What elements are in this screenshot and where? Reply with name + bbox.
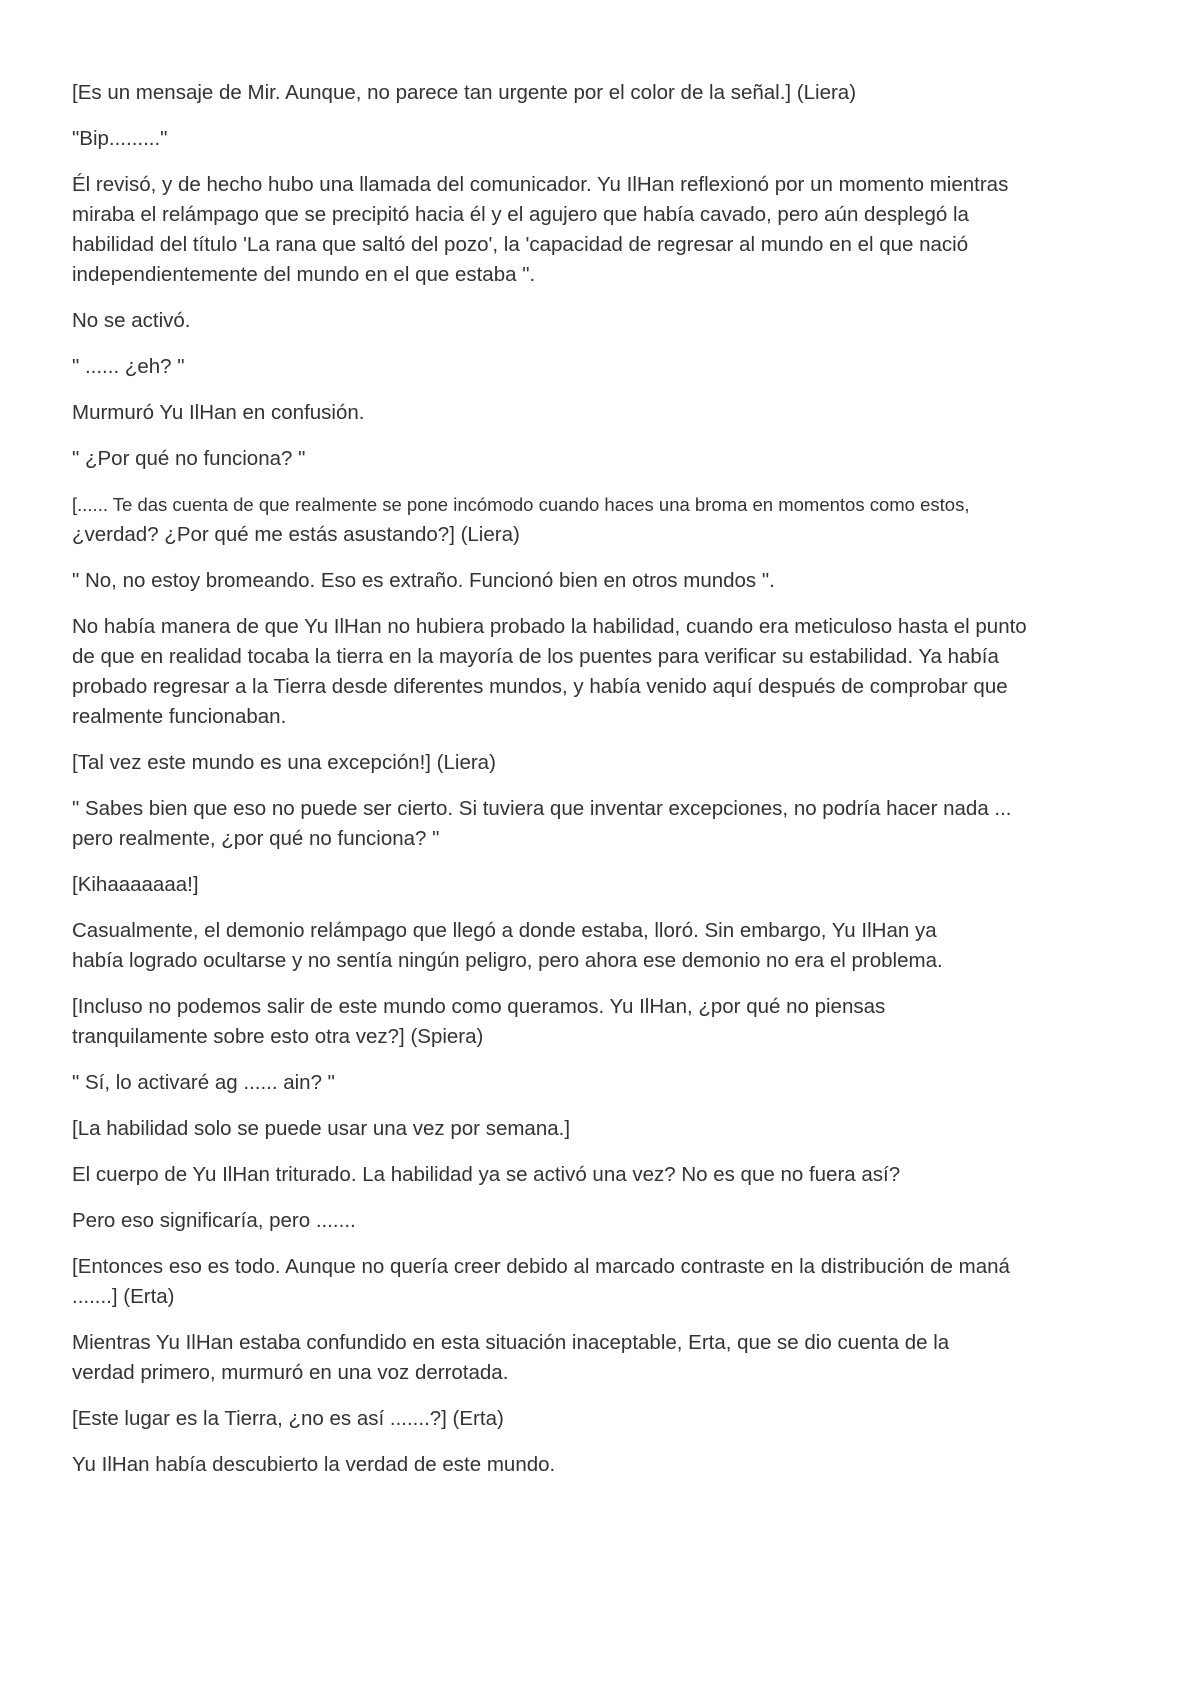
paragraph-line: miraba el relámpago que se precipitó hacia él y el agujero que había cavado, pero aún desplegó la	[72, 203, 969, 226]
paragraph	[72, 1252, 1112, 1312]
paragraph-line: de que en realidad tocaba la tierra en la mayoría de los puentes para verificar su estabilidad. Ya había	[72, 645, 999, 668]
paragraph-line: Murmuró Yu IlHan en confusión.	[72, 401, 365, 424]
paragraph	[72, 870, 1112, 900]
paragraph-line: .......] (Erta)	[72, 1285, 175, 1308]
paragraph-line: ¿verdad? ¿Por qué me estás asustando?] (Liera)	[72, 523, 520, 546]
paragraph-line: realmente funcionaban.	[72, 705, 287, 728]
paragraph	[72, 748, 1112, 778]
paragraph-line: El cuerpo de Yu IlHan triturado. La habilidad ya se activó una vez? No es que no fuera así?	[72, 1163, 901, 1186]
paragraph	[72, 612, 1112, 732]
paragraph	[72, 1450, 1112, 1480]
paragraph-line: habilidad del título 'La rana que saltó del pozo', la 'capacidad de regresar al mundo en el que nació	[72, 233, 969, 256]
paragraph-line: " No, no estoy bromeando. Eso es extraño. Funcionó bien en otros mundos ".	[72, 569, 775, 592]
paragraph	[72, 566, 1112, 596]
paragraph	[72, 916, 1112, 976]
paragraph	[72, 306, 1112, 336]
paragraph-line: "Bip........."	[72, 127, 168, 150]
paragraph-line: pero realmente, ¿por qué no funciona? "	[72, 827, 440, 850]
paragraph-line: Casualmente, el demonio relámpago que llegó a donde estaba, lloró. Sin embargo, Yu IlHan ya	[72, 919, 937, 942]
paragraph-line: había logrado ocultarse y no sentía ningún peligro, pero ahora ese demonio no era el problema.	[72, 949, 943, 972]
paragraph-line: probado regresar a la Tierra desde diferentes mundos, y había venido aquí después de comprobar que	[72, 675, 1008, 698]
paragraph-line: [Este lugar es la Tierra, ¿no es así .......?] (Erta)	[72, 1407, 504, 1430]
paragraph-line: " Sí, lo activaré ag ...... ain? "	[72, 1071, 335, 1094]
paragraph	[72, 78, 1112, 108]
paragraph-line: independientemente del mundo en el que estaba ".	[72, 263, 536, 286]
paragraph-line: Yu IlHan había descubierto la verdad de este mundo.	[72, 1453, 556, 1476]
paragraph-line: No se activó.	[72, 309, 191, 332]
paragraph	[72, 1068, 1112, 1098]
paragraph-line: " ...... ¿eh? "	[72, 355, 185, 378]
paragraph	[72, 352, 1112, 382]
paragraph-line: " ¿Por qué no funciona? "	[72, 447, 306, 470]
paragraph	[72, 1206, 1112, 1236]
paragraph-line: verdad primero, murmuró en una voz derrotada.	[72, 1361, 509, 1384]
paragraph	[72, 1328, 1112, 1388]
paragraph	[72, 1160, 1112, 1190]
paragraph-line: [Kihaaaaaaa!]	[72, 873, 199, 896]
paragraph-line: [Entonces eso es todo. Aunque no quería creer debido al marcado contraste en la distribución de maná	[72, 1255, 1010, 1278]
paragraph-line: Mientras Yu IlHan estaba confundido en esta situación inaceptable, Erta, que se dio cuenta de la	[72, 1331, 950, 1354]
paragraph	[72, 1114, 1112, 1144]
paragraph	[72, 992, 1112, 1052]
paragraph-line: tranquilamente sobre esto otra vez?] (Spiera)	[72, 1025, 484, 1048]
paragraph	[72, 398, 1112, 428]
paragraph	[72, 794, 1112, 854]
paragraph-line: Pero eso significaría, pero .......	[72, 1209, 356, 1232]
document-page	[72, 78, 1112, 1496]
paragraph-line: [Es un mensaje de Mir. Aunque, no parece tan urgente por el color de la señal.] (Liera)	[72, 81, 857, 104]
paragraph	[72, 1404, 1112, 1434]
paragraph	[72, 444, 1112, 474]
paragraph-line: [La habilidad solo se puede usar una vez por semana.]	[72, 1117, 571, 1140]
paragraph-line: [Tal vez este mundo es una excepción!] (Liera)	[72, 751, 496, 774]
paragraph	[72, 490, 1112, 550]
paragraph-line: No había manera de que Yu IlHan no hubiera probado la habilidad, cuando era meticuloso hasta el punto	[72, 615, 1027, 638]
paragraph-line: " Sabes bien que eso no puede ser cierto. Si tuviera que inventar excepciones, no podría hacer nada ...	[72, 797, 1012, 820]
paragraph	[72, 124, 1112, 154]
paragraph-line: [...... Te das cuenta de que realmente se pone incómodo cuando haces una broma en momentos como estos,	[72, 494, 970, 515]
paragraph-line: [Incluso no podemos salir de este mundo como queramos. Yu IlHan, ¿por qué no piensas	[72, 995, 886, 1018]
paragraph	[72, 170, 1112, 290]
paragraph-line: Él revisó, y de hecho hubo una llamada del comunicador. Yu IlHan reflexionó por un momento mientras	[72, 173, 1009, 196]
